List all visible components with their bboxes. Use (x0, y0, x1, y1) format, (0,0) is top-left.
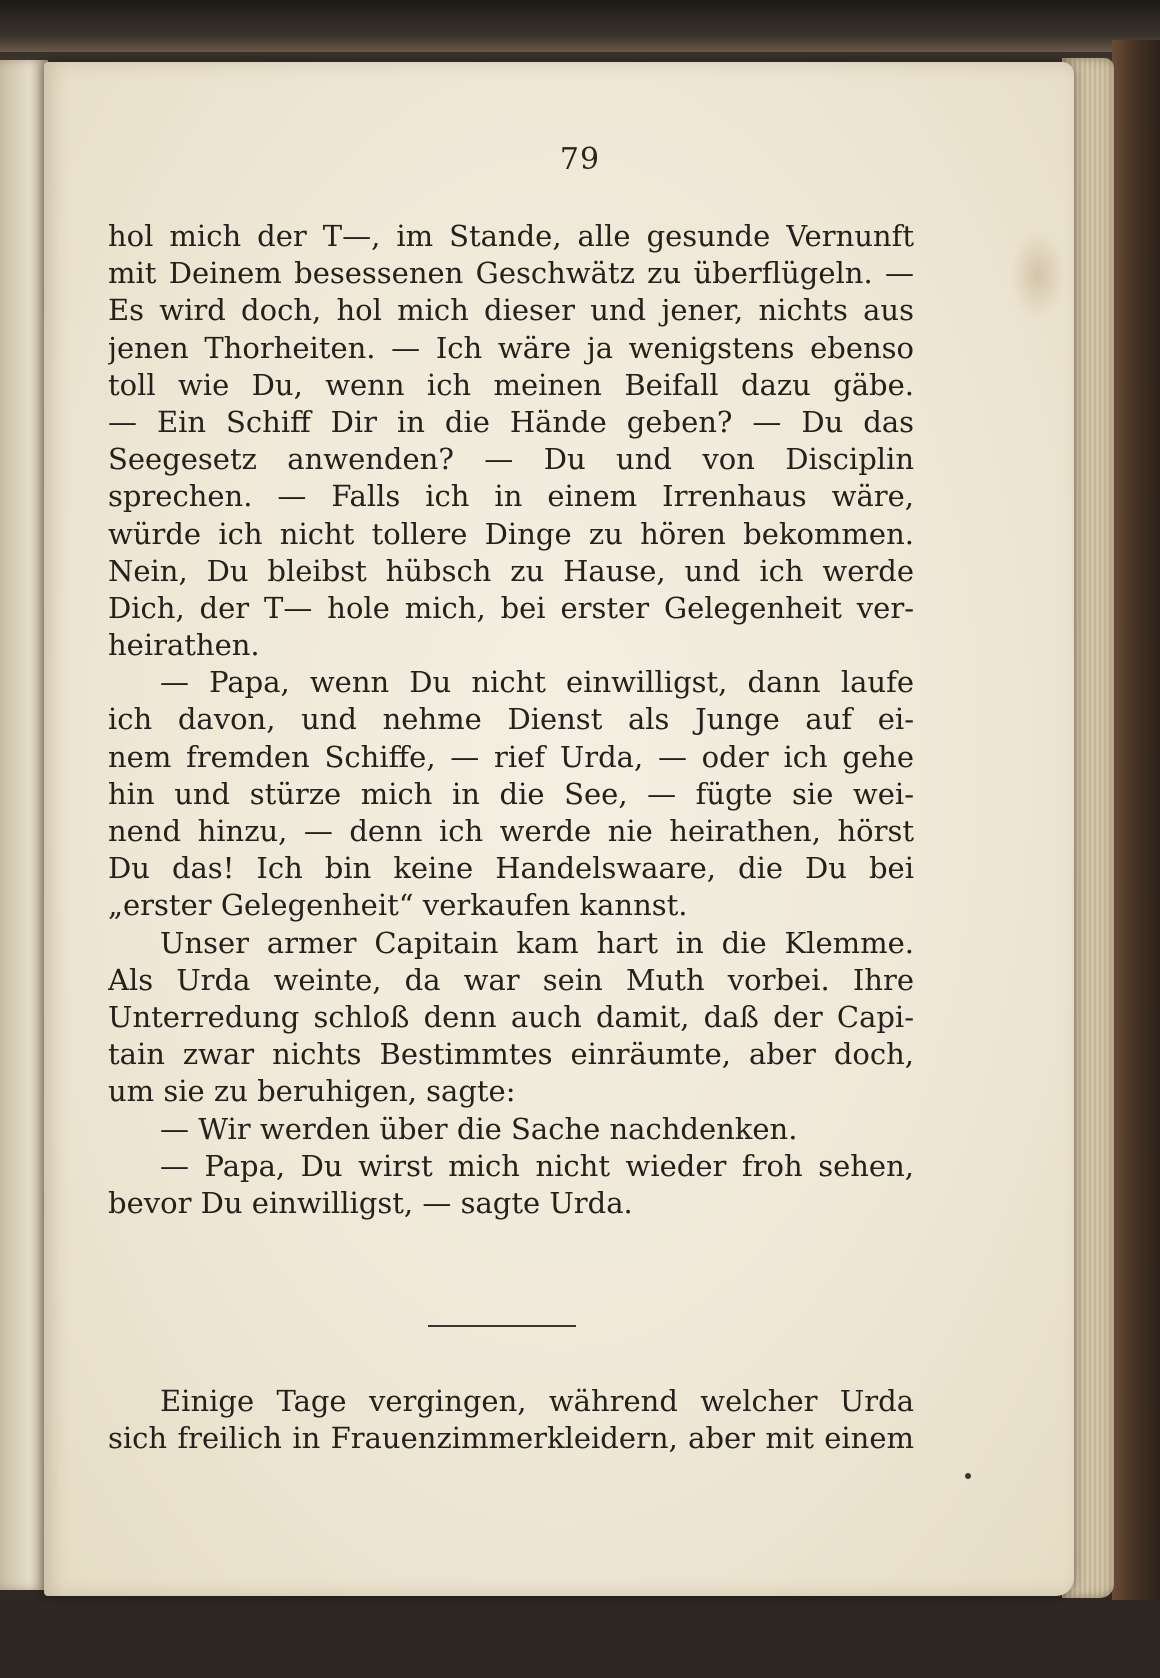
text-line: — Papa, Du wirst mich nicht wieder froh sehen, (160, 1148, 914, 1183)
left-page-sliver (0, 60, 48, 1590)
text-line: Nein, Du bleibst hübsch zu Hause, und ich werde (108, 553, 914, 588)
text-line: nend hinzu, — denn ich werde nie heirathen, hörst (108, 814, 914, 848)
text-line: Es wird doch, hol mich dieser und jener, nichts aus (108, 293, 914, 328)
page-number: 79 (559, 142, 601, 177)
text-line: Dich, der T— hole mich, bei erster Gelegenheit ver- (108, 590, 914, 625)
text-line: sprechen. — Falls ich in einem Irrenhaus wäre, (108, 479, 914, 514)
book-cover-right (1112, 40, 1160, 1600)
text-line: — Papa, wenn Du nicht einwilligst, dann laufe (160, 665, 914, 700)
ink-speck (965, 1473, 971, 1479)
text-line: Unser armer Capitain kam hart in die Klemme. (160, 925, 914, 960)
text-line: mit Deinem besessenen Geschwätz zu überflügeln. — (108, 256, 914, 291)
text-line: hol mich der T—, im Stande, alle gesunde Vernunft (108, 219, 914, 253)
text-line: Unterredung schloß denn auch damit, daß der Capi- (108, 999, 914, 1034)
page-stain (1010, 230, 1066, 320)
text-line: — Ein Schiff Dir in die Hände geben? — Du das (108, 404, 914, 439)
text-line: würde ich nicht tollere Dinge zu hören bekommen. (108, 516, 914, 551)
text-line: Einige Tage vergingen, während welcher Urda (160, 1384, 914, 1418)
main-text (108, 218, 914, 1222)
text-line: bevor Du einwilligst, — sagte Urda. (108, 1185, 633, 1220)
book-cover-top (0, 0, 1160, 52)
text-line: nem fremden Schiffe, — rief Urda, — oder ich gehe (108, 739, 914, 774)
text-line: Du das! Ich bin keine Handelswaare, die Du bei (108, 851, 914, 886)
text-line: sich freilich in Frauenzimmerkleidern, aber mit einem (108, 1421, 914, 1456)
text-line: — Wir werden über die Sache nachdenken. (160, 1111, 798, 1146)
text-line: Als Urda weinte, da war sein Muth vorbei. Ihre (108, 962, 914, 997)
next-section-text (108, 1383, 914, 1457)
text-line: um sie zu beruhigen, sagte: (108, 1074, 516, 1109)
text-line: hin und stürze mich in die See, — fügte sie wei- (108, 776, 914, 811)
section-divider (428, 1325, 576, 1327)
text-line: ich davon, und nehme Dienst als Junge auf ei- (108, 702, 914, 737)
text-line: „erster Gelegenheit“ verkaufen kannst. (108, 888, 688, 923)
text-line: heirathen. (108, 628, 260, 663)
text-line: Seegesetz anwenden? — Du und von Disciplin (108, 442, 914, 477)
text-line: tain zwar nichts Bestimmtes einräumte, aber doch, (108, 1037, 914, 1072)
text-line: jenen Thorheiten. — Ich wäre ja wenigstens ebenso (108, 330, 914, 365)
text-line: toll wie Du, wenn ich meinen Beifall dazu gäbe. (108, 367, 914, 402)
